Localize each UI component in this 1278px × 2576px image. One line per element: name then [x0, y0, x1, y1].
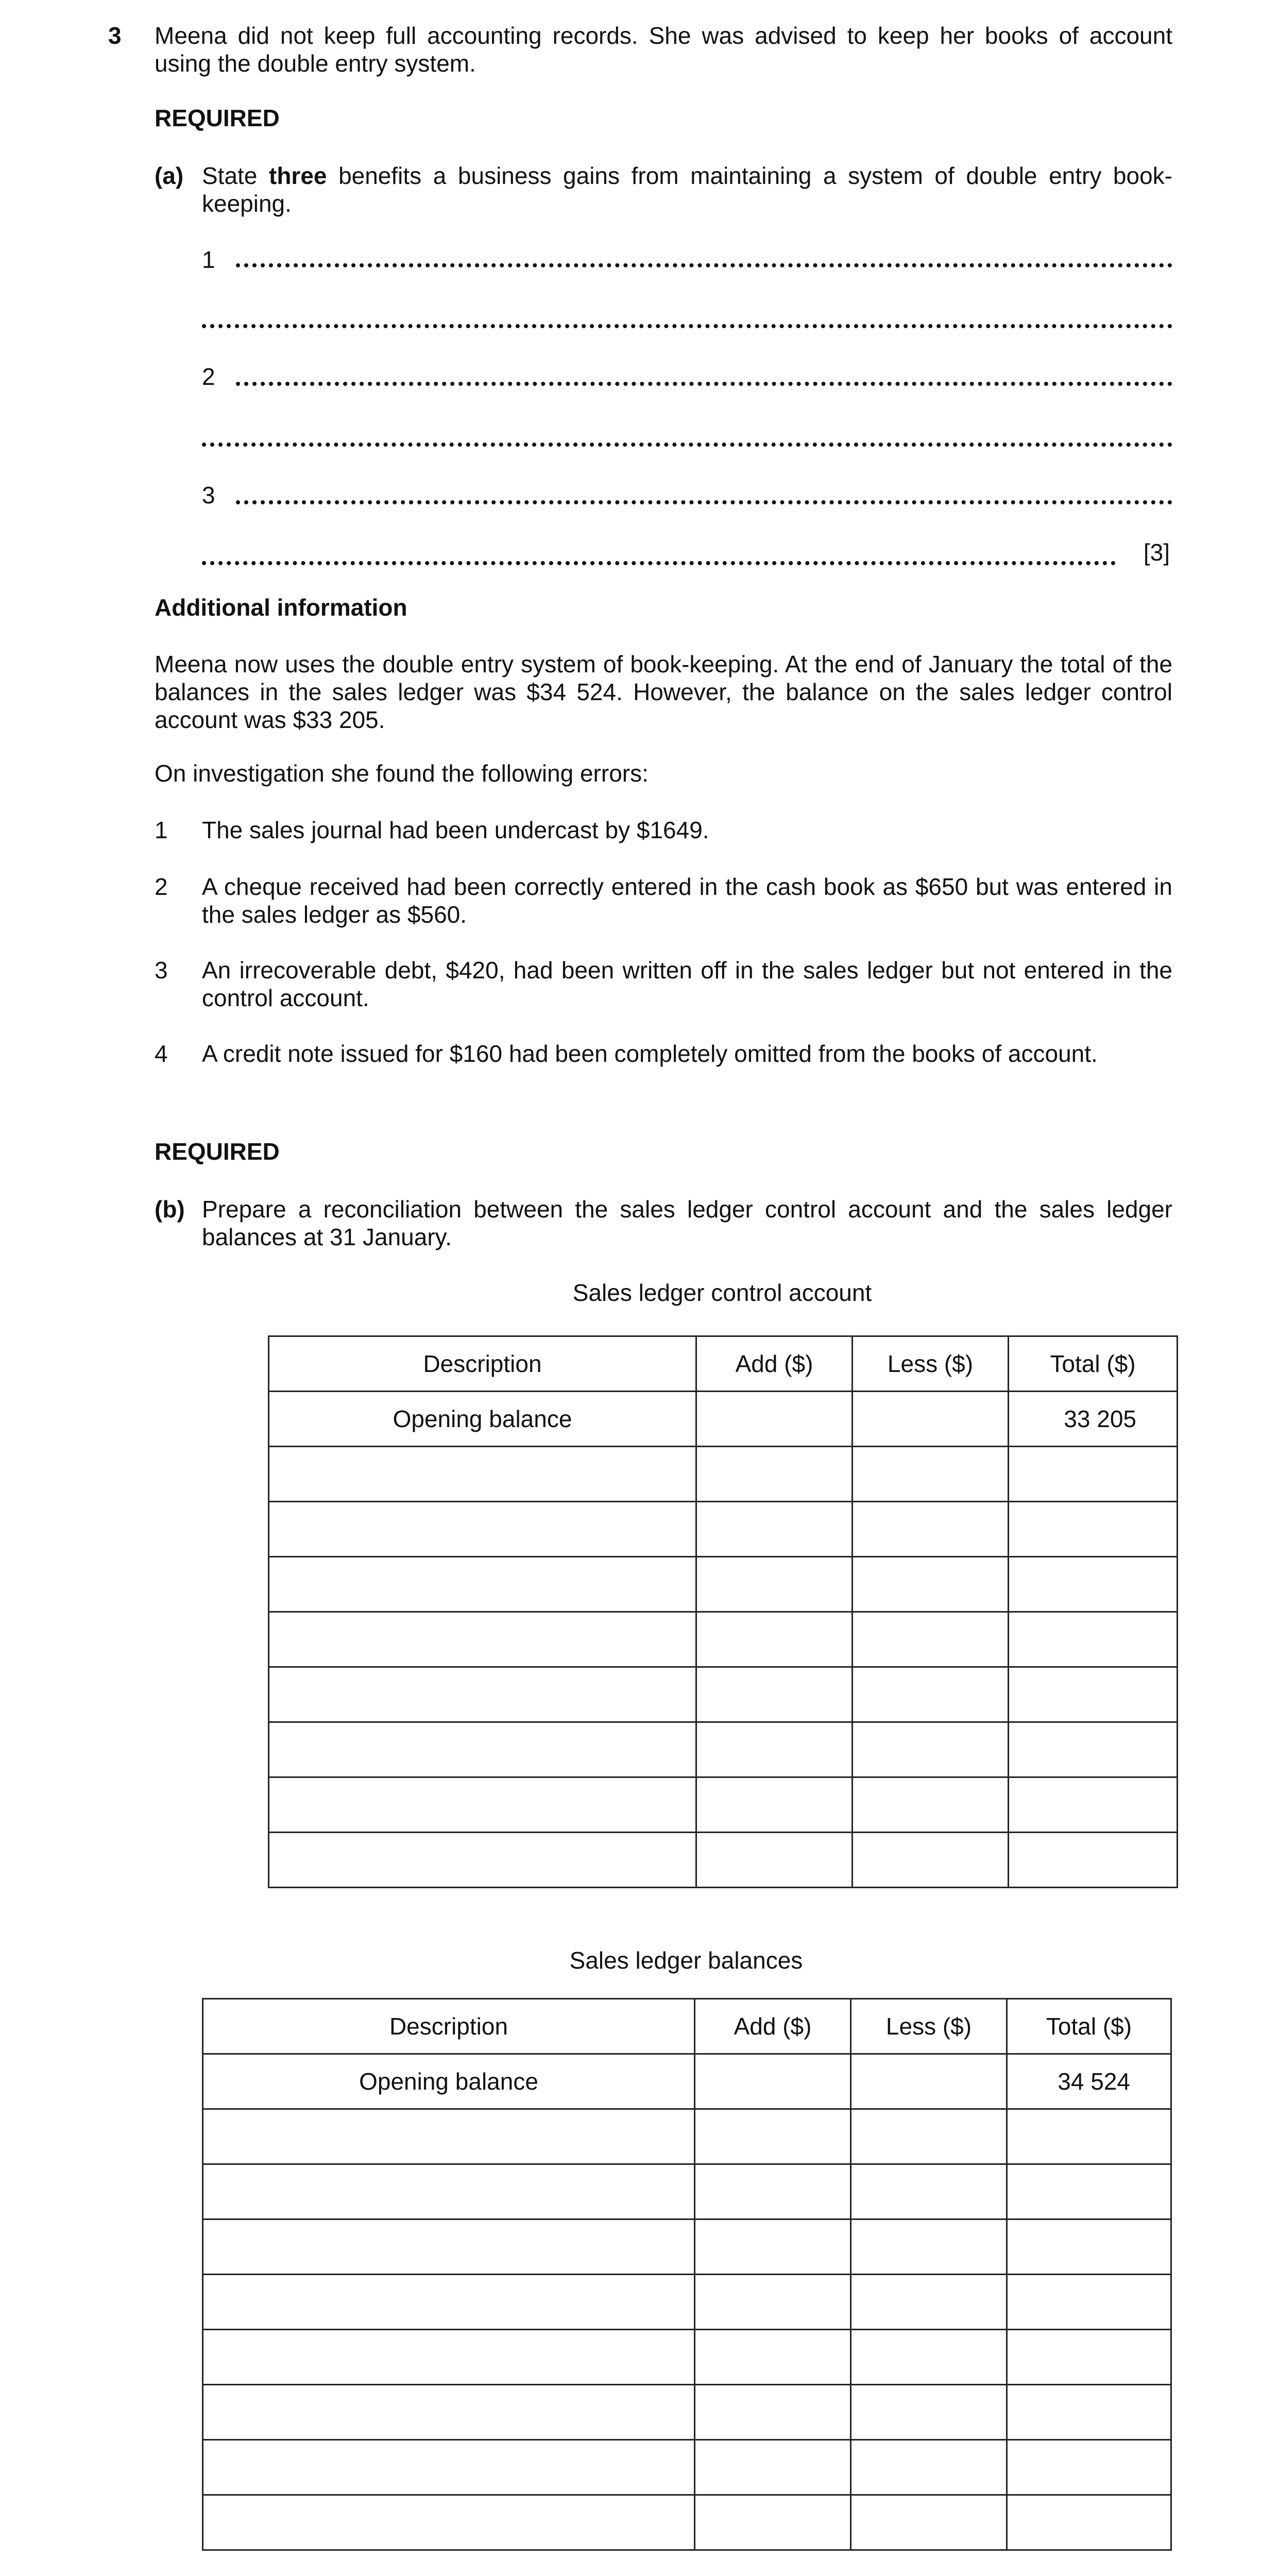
table-cell[interactable] — [203, 2495, 695, 2550]
header-add: Add ($) — [696, 1336, 853, 1392]
table-cell[interactable] — [696, 1557, 853, 1612]
table-cell[interactable] — [851, 2164, 1007, 2219]
table-cell[interactable] — [1007, 2440, 1171, 2495]
table-cell[interactable] — [203, 2330, 695, 2385]
table-cell[interactable] — [853, 1447, 1009, 1502]
table-cell[interactable] — [696, 1502, 853, 1557]
table-1-caption: Sales ledger control account — [572, 1279, 872, 1306]
table-row — [203, 2385, 1171, 2440]
table-cell[interactable] — [851, 2495, 1007, 2550]
error-text: A credit note issued for $160 had been completely omitted from the books of account. — [202, 1040, 1098, 1067]
opening-balance-total: 34 524 — [1007, 2054, 1171, 2109]
table-row — [203, 2164, 1171, 2219]
table-cell[interactable] — [269, 1502, 696, 1557]
opening-balance-description: Opening balance — [269, 1392, 696, 1447]
table-cell[interactable] — [853, 1612, 1009, 1667]
table-cell[interactable] — [203, 2275, 695, 2330]
table-cell[interactable] — [1009, 1833, 1178, 1888]
table-row — [269, 1447, 1178, 1502]
table-cell[interactable] — [695, 2440, 851, 2495]
table-row — [203, 2330, 1171, 2385]
table-cell[interactable] — [1007, 2275, 1171, 2330]
table-cell[interactable] — [695, 2219, 851, 2275]
question-number: 3 — [108, 22, 122, 49]
opening-balance-row — [203, 2054, 1171, 2109]
header-description: Description — [203, 1999, 695, 2054]
table-cell[interactable] — [695, 2275, 851, 2330]
table-cell[interactable] — [269, 1722, 696, 1777]
table-row — [269, 1502, 1178, 1557]
answer-a-number-1: 1 — [202, 246, 215, 273]
table-cell[interactable] — [851, 2440, 1007, 2495]
table-cell[interactable] — [851, 2385, 1007, 2440]
table-cell[interactable] — [1007, 2219, 1171, 2275]
table-cell[interactable] — [269, 1612, 696, 1667]
table-row — [203, 2219, 1171, 2275]
table-cell[interactable] — [269, 1557, 696, 1612]
error-number: 1 — [155, 817, 168, 843]
opening-balance-description: Opening balance — [203, 2054, 695, 2109]
table-cell[interactable] — [695, 2385, 851, 2440]
question-intro: Meena did not keep full accounting records. She was advised to keep her books of account using the double entry system. — [155, 22, 1172, 77]
table-cell[interactable] — [853, 1392, 1009, 1447]
opening-balance-total: 33 205 — [1009, 1392, 1178, 1447]
header-description: Description — [269, 1336, 696, 1392]
table-cell[interactable] — [1007, 2109, 1171, 2164]
table-cell[interactable] — [695, 2164, 851, 2219]
table-cell[interactable] — [853, 1722, 1009, 1777]
control-account-table — [268, 1335, 1178, 1888]
error-text: A cheque received had been correctly entered in the cash book as $650 but was entered in the sales ledger as $560. — [202, 873, 1172, 928]
additional-info-text-1: Meena now uses the double entry system of book-keeping. At the end of January the total of the balances in the sales ledger was $34 524. However, the balance on the sales ledger control account was $33 205. — [155, 651, 1172, 733]
table-cell[interactable] — [203, 2109, 695, 2164]
table-cell[interactable] — [203, 2219, 695, 2275]
required-heading-b: REQUIRED — [155, 1138, 280, 1165]
table-cell[interactable] — [1009, 1777, 1178, 1833]
table-cell[interactable] — [203, 2440, 695, 2495]
table-cell[interactable] — [851, 2219, 1007, 2275]
header-less: Less ($) — [851, 1999, 1007, 2054]
sales-ledger-balances-table — [202, 1998, 1172, 2551]
error-number: 3 — [155, 957, 168, 984]
table-cell[interactable] — [695, 2495, 851, 2550]
table-cell[interactable] — [1009, 1447, 1178, 1502]
table-cell[interactable] — [696, 1447, 853, 1502]
header-add: Add ($) — [695, 1999, 851, 2054]
table-cell[interactable] — [1009, 1612, 1178, 1667]
table-row — [269, 1722, 1178, 1777]
table-cell[interactable] — [853, 1833, 1009, 1888]
table-cell[interactable] — [695, 2109, 851, 2164]
table-row — [203, 2440, 1171, 2495]
table-cell[interactable] — [696, 1392, 853, 1447]
error-number: 2 — [155, 873, 168, 900]
table-cell[interactable] — [1009, 1502, 1178, 1557]
table-cell[interactable] — [851, 2275, 1007, 2330]
table-row — [269, 1557, 1178, 1612]
answer-line-a-1b[interactable] — [202, 324, 1172, 328]
table-2-caption: Sales ledger balances — [569, 1947, 803, 1974]
table-row — [203, 2109, 1171, 2164]
answer-a-number-3: 3 — [202, 482, 215, 509]
part-b-label: (b) — [155, 1196, 185, 1223]
table-cell[interactable] — [1009, 1667, 1178, 1722]
table-cell[interactable] — [269, 1447, 696, 1502]
table-cell[interactable] — [853, 1777, 1009, 1833]
header-total: Total ($) — [1009, 1336, 1178, 1392]
table-cell[interactable] — [1007, 2385, 1171, 2440]
table-cell[interactable] — [696, 1722, 853, 1777]
table-cell[interactable] — [269, 1777, 696, 1833]
table-row — [269, 1833, 1178, 1888]
table-row — [269, 1667, 1178, 1722]
table-cell[interactable] — [696, 1777, 853, 1833]
table-cell[interactable] — [851, 2109, 1007, 2164]
additional-info-heading-1: Additional information — [155, 594, 407, 621]
table-cell[interactable] — [696, 1667, 853, 1722]
table-cell[interactable] — [696, 1833, 853, 1888]
table-cell[interactable] — [203, 2164, 695, 2219]
table-row — [203, 2275, 1171, 2330]
error-text: The sales journal had been undercast by $1649. — [202, 817, 709, 843]
investigation-text: On investigation she found the following errors: — [155, 760, 649, 787]
table-cell[interactable] — [851, 2054, 1007, 2109]
table-row — [269, 1612, 1178, 1667]
table-header-row — [269, 1336, 1178, 1392]
answer-line-a-2[interactable] — [236, 382, 1172, 386]
error-text: An irrecoverable debt, $420, had been written off in the sales ledger but not entered in the control account. — [202, 957, 1172, 1011]
answer-line-a-2b[interactable] — [202, 443, 1172, 447]
required-heading-a: REQUIRED — [155, 105, 280, 131]
header-total: Total ($) — [1007, 1999, 1171, 2054]
header-less: Less ($) — [853, 1336, 1009, 1392]
table-cell[interactable] — [853, 1557, 1009, 1612]
table-cell[interactable] — [853, 1667, 1009, 1722]
table-cell[interactable] — [269, 1667, 696, 1722]
answer-line-a-3[interactable] — [236, 500, 1172, 504]
table-cell[interactable] — [1007, 2495, 1171, 2550]
part-b-question: Prepare a reconciliation between the sales ledger control account and the sales ledger balances at 31 January. — [202, 1196, 1172, 1250]
table-row — [269, 1777, 1178, 1833]
table-cell[interactable] — [1009, 1557, 1178, 1612]
part-a-marks: [3] — [1143, 539, 1170, 566]
table-row — [203, 2495, 1171, 2550]
table-cell[interactable] — [203, 2385, 695, 2440]
part-a-label: (a) — [155, 162, 184, 189]
part-a-question: State three benefits a business gains from maintaining a system of double entry book-keeping. — [202, 162, 1172, 217]
error-number: 4 — [155, 1040, 168, 1067]
table-cell[interactable] — [1007, 2164, 1171, 2219]
table-cell[interactable] — [853, 1502, 1009, 1557]
answer-line-a-3b[interactable] — [202, 561, 1116, 565]
table-cell[interactable] — [269, 1833, 696, 1888]
table-header-row — [203, 1999, 1171, 2054]
answer-line-a-1[interactable] — [236, 263, 1172, 267]
answer-a-number-2: 2 — [202, 363, 215, 390]
table-cell[interactable] — [696, 1612, 853, 1667]
table-cell[interactable] — [1009, 1722, 1178, 1777]
table-cell[interactable] — [851, 2330, 1007, 2385]
table-cell[interactable] — [695, 2054, 851, 2109]
table-cell[interactable] — [695, 2330, 851, 2385]
opening-balance-row — [269, 1392, 1178, 1447]
table-cell[interactable] — [1007, 2330, 1171, 2385]
